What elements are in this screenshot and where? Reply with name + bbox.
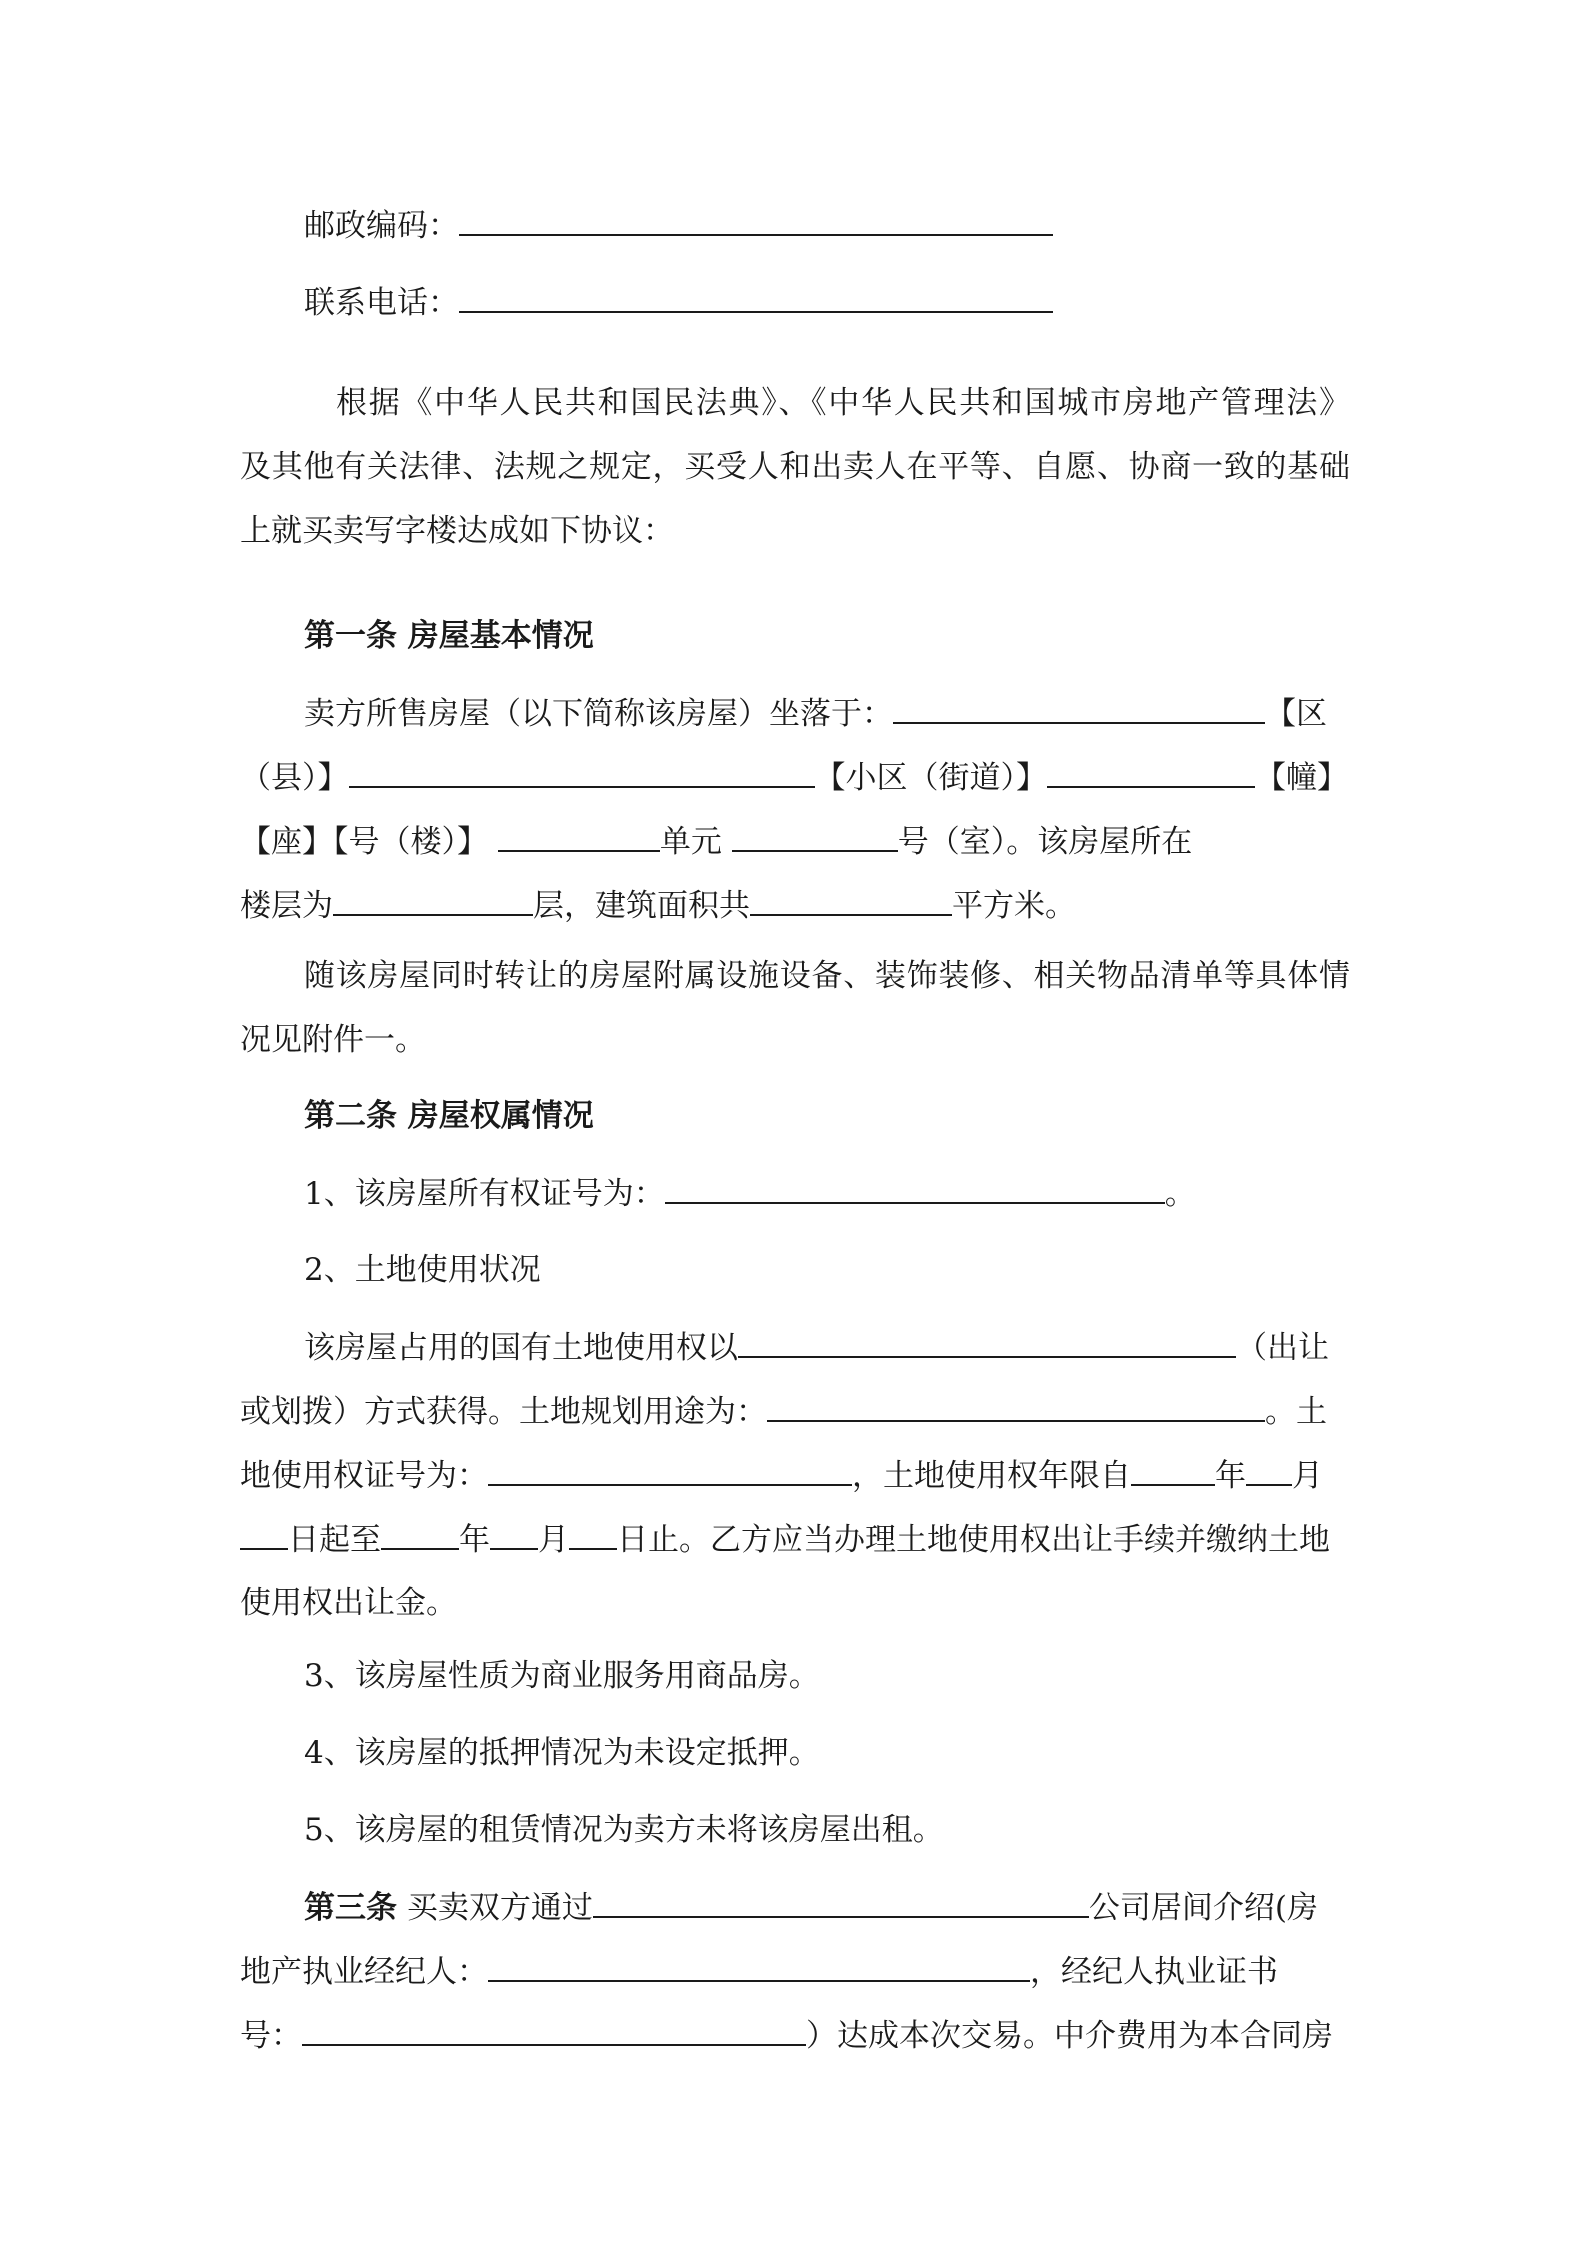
land-cert-blank[interactable] [488,1454,852,1486]
community-blank[interactable] [1047,756,1255,788]
lease-status: 5、该房屋的租赁情况为卖方未将该房屋出租。 [304,1812,944,1848]
end-month-blank[interactable] [490,1518,538,1550]
agency-label: 买卖双方通过 [406,1890,593,1926]
article1-room-line [240,820,1350,863]
preamble-line-3: 上就买卖写字楼达成如下协议： [240,513,674,549]
postal-code-line [304,204,1350,247]
agency-blank[interactable] [593,1886,1089,1918]
license-label: 号： [240,2018,302,2054]
property-nature: 3、该房屋性质为商业服务用商品房。 [304,1658,820,1694]
ownership-cert-end: 。 [1164,1176,1196,1212]
area-blank[interactable] [750,884,952,916]
license-blank[interactable] [302,2014,806,2046]
seat-number-label: 【座】【号（楼）】 [240,824,488,860]
land-acquisition-blank[interactable] [738,1326,1236,1358]
ownership-cert-line [304,1172,1350,1215]
preamble-line-1: 根据《中华人民共和国民法典》、《中华人民共和国城市房地产管理法》 [336,385,1350,421]
location-blank[interactable] [893,692,1265,724]
article1-location-line [304,692,1350,735]
year-label: 年 [1215,1458,1246,1494]
land-purpose-tail: 。土 [1265,1394,1327,1430]
unit-label: 单元 [659,824,722,860]
article1-address-line [240,756,1350,799]
start-day-blank[interactable] [240,1518,288,1550]
preamble-line-2: 及其他有关法律、法规之规定，买受人和出卖人在平等、自愿、协商一致的基础 [240,449,1350,485]
land-acquisition-tail: （出让 [1236,1330,1329,1366]
month-label: 月 [1292,1458,1323,1494]
location-intro: 卖方所售房屋（以下简称该房屋）坐落于： [304,696,893,732]
area-label: 层，建筑面积共 [533,888,750,924]
article2-title: 第二条 房屋权属情况 [304,1098,594,1134]
end-year-blank[interactable] [381,1518,459,1550]
article1-floor-line [240,884,1350,927]
article1-title: 第一条 房屋基本情况 [304,618,594,654]
start-month-blank[interactable] [1246,1454,1292,1486]
agency-tail: 公司居间介绍(房 [1088,1890,1318,1926]
community-label: 【小区（街道）】 [814,760,1047,796]
end-year-label: 年 [459,1522,490,1558]
land-purpose-blank[interactable] [767,1390,1265,1422]
attachment-line-1: 随该房屋同时转让的房屋附属设施设备、装饰装修、相关物品清单等具体情 [304,958,1350,994]
day-to-label: 日止。乙方应当办理土地使用权出让手续并缴纳土地 [617,1522,1330,1558]
area-unit: 平方米。 [952,888,1076,924]
building-label: 【幢】 [1255,760,1348,796]
mortgage-status: 4、该房屋的抵押情况为未设定抵押。 [304,1735,820,1771]
phone-blank[interactable] [459,281,1053,313]
ownership-cert-label: 1、该房屋所有权证号为： [304,1176,665,1212]
land-purpose-label: 或划拨）方式获得。土地规划用途为： [240,1394,767,1430]
land-acquisition-label: 该房屋占用的国有土地使用权以 [304,1330,738,1366]
attachment-line-2: 况见附件一。 [240,1022,426,1058]
postal-code-blank[interactable] [459,204,1053,236]
land-line-4 [240,1518,1350,1561]
phone-line [304,281,1350,324]
end-day-blank[interactable] [569,1518,617,1550]
county-blank[interactable] [349,756,815,788]
land-term-label: ，土地使用权年限自 [852,1458,1131,1494]
postal-code-label: 邮政编码： [304,208,459,244]
land-status-heading: 2、土地使用状况 [304,1252,541,1288]
agent-label: 地产执业经纪人： [240,1954,488,1990]
unit-blank[interactable] [732,820,898,852]
room-label: 号（室）。该房屋所在 [897,824,1193,860]
floor-blank[interactable] [333,884,533,916]
land-line-1 [304,1326,1350,1369]
start-year-blank[interactable] [1131,1454,1215,1486]
district-label: 【区 [1265,696,1327,732]
land-line-5: 使用权出让金。 [240,1585,457,1621]
land-line-3 [240,1454,1350,1497]
day-from-label: 日起至 [288,1522,381,1558]
land-cert-label: 地使用权证号为： [240,1458,488,1494]
license-tail: ）达成本次交易。中介费用为本合同房 [806,2018,1333,2054]
land-line-2 [240,1390,1350,1433]
floor-label: 楼层为 [240,888,333,924]
number-blank[interactable] [498,820,660,852]
ownership-cert-blank[interactable] [665,1172,1165,1204]
article3-line-3 [240,2014,1350,2057]
end-month-label: 月 [538,1522,569,1558]
county-label: （县）】 [240,760,349,796]
agent-tail: ，经纪人执业证书 [1030,1954,1278,1990]
agent-blank[interactable] [488,1950,1030,1982]
article3-line-1 [304,1886,1350,1929]
phone-label: 联系电话： [304,285,459,321]
article3-title: 第三条 [304,1890,397,1926]
article3-line-2 [240,1950,1350,1993]
